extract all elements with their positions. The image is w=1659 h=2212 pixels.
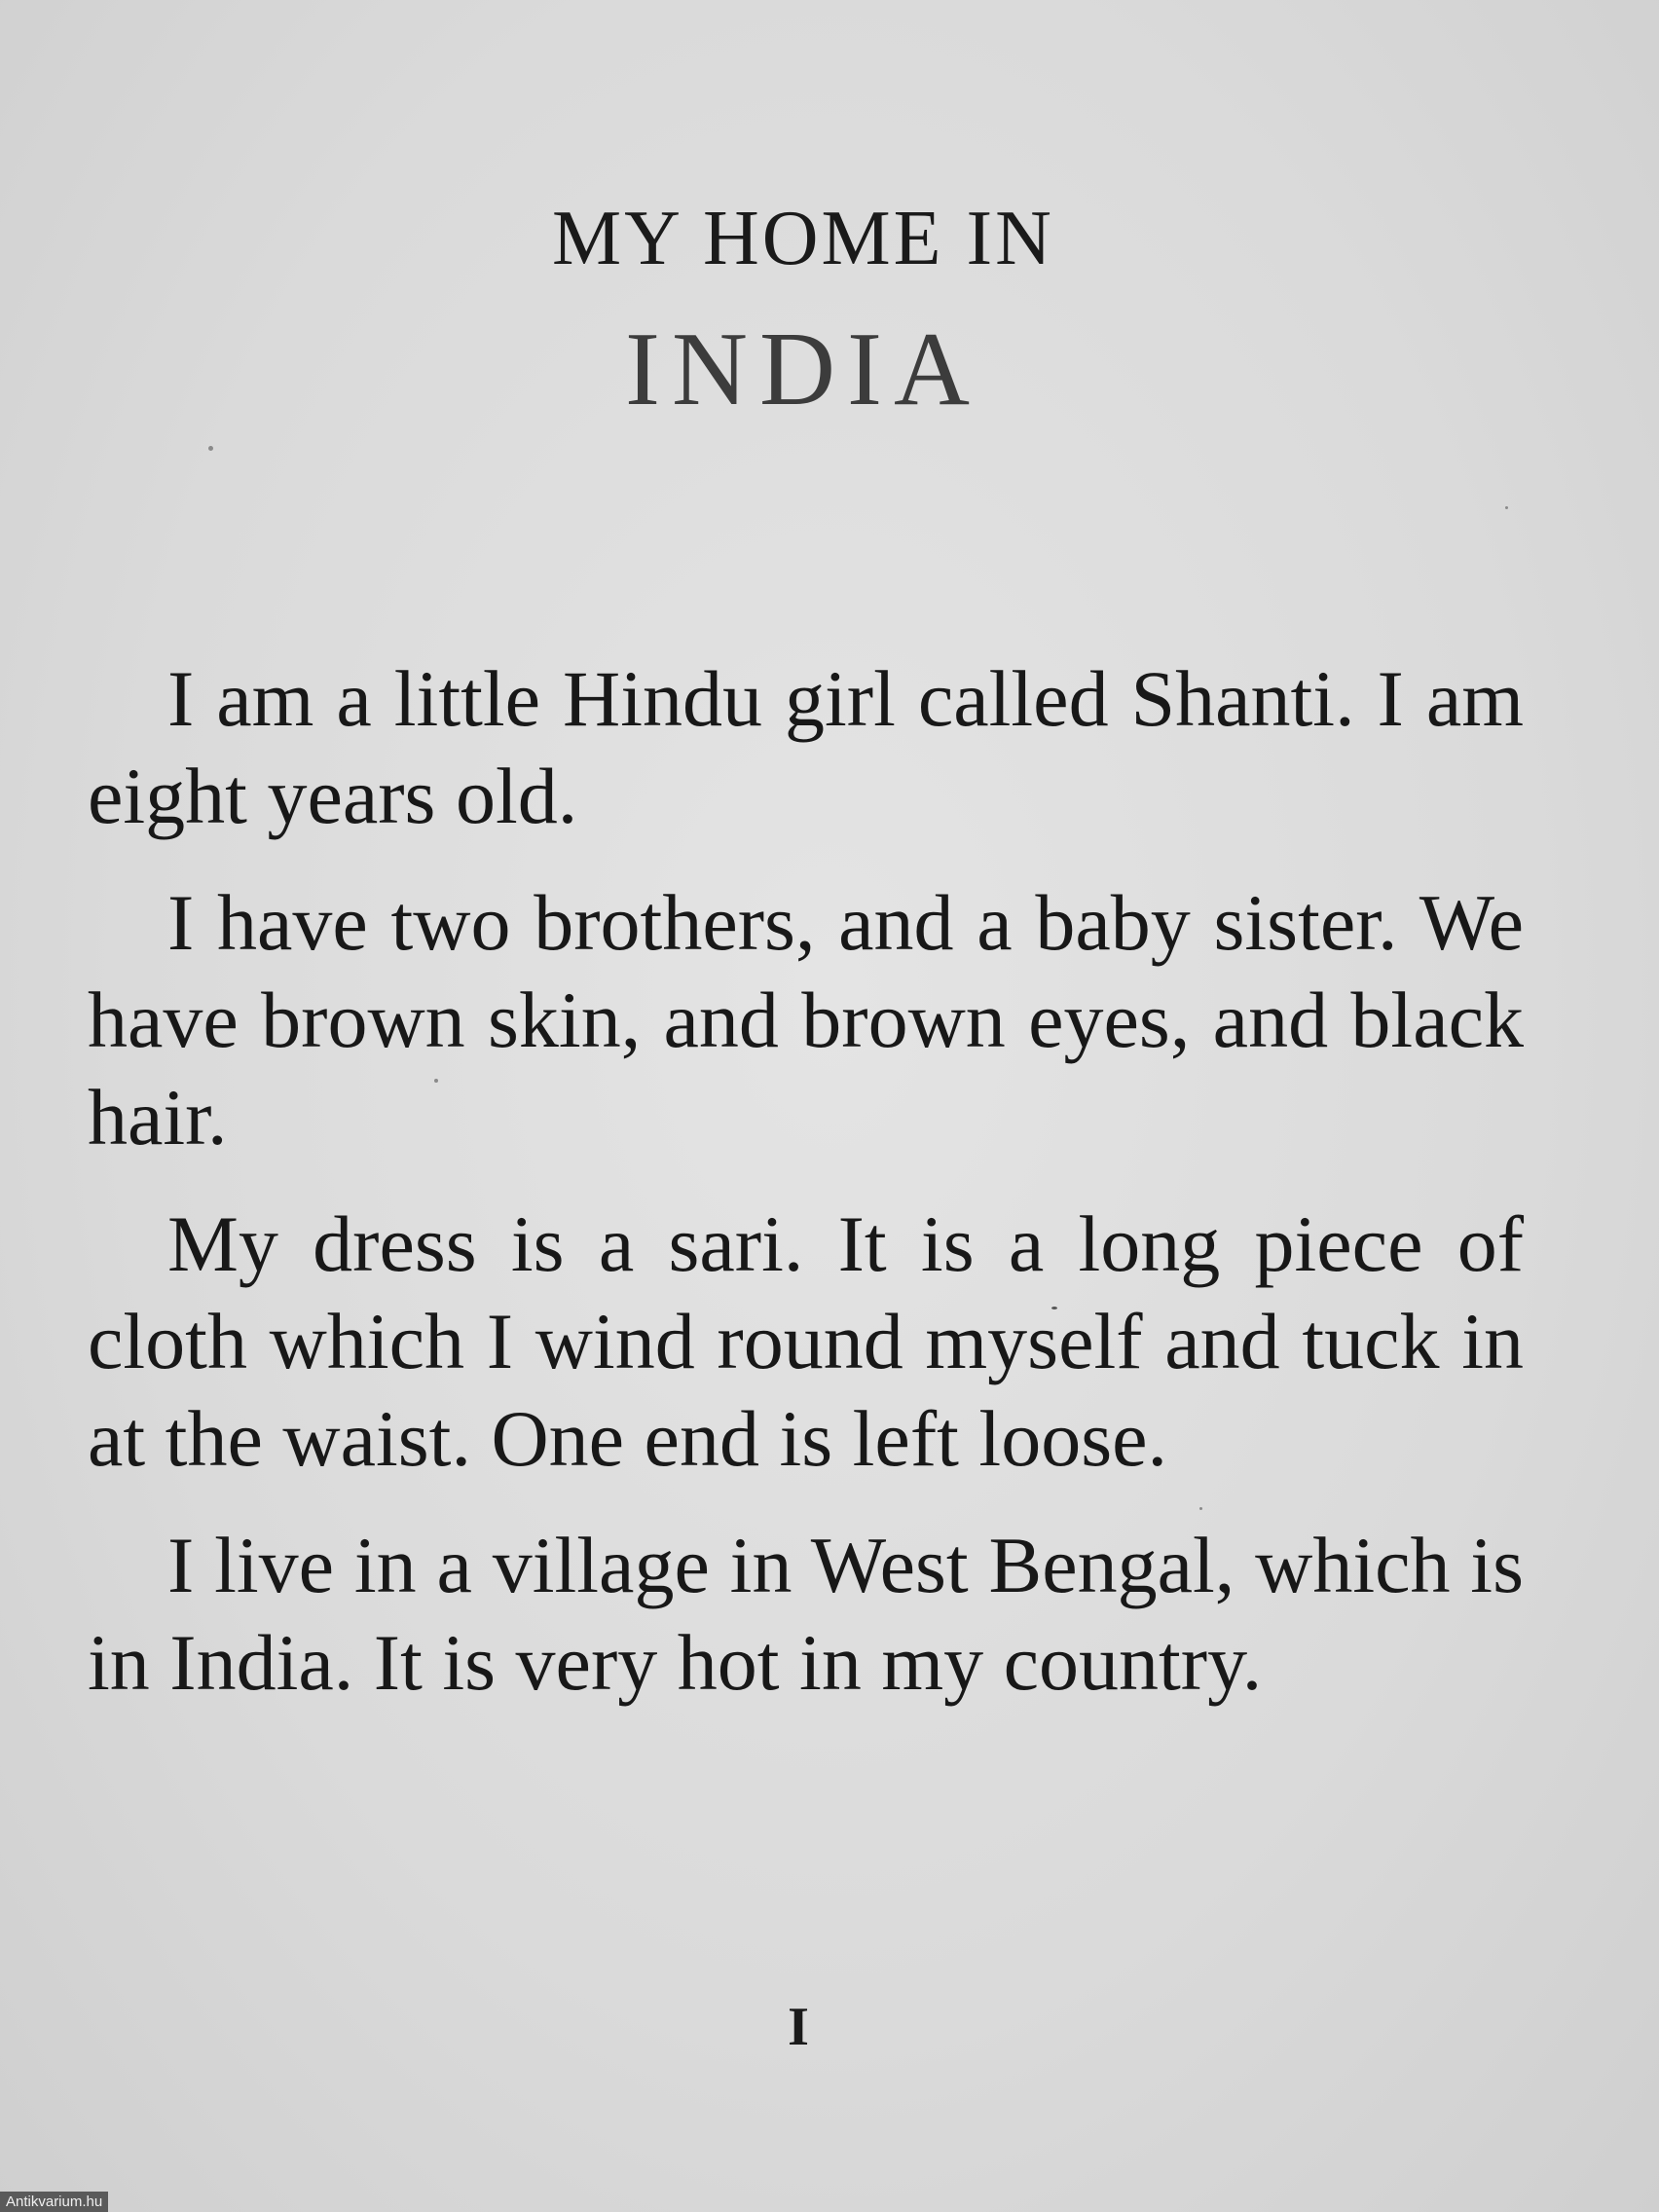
title-line-1: MY HOME IN: [552, 196, 1054, 281]
paragraph: I am a little Hindu girl called Shanti. I am eight years old.: [88, 654, 1524, 840]
paragraph: I live in a village in West Bengal, which is in India. It is very hot in my country.: [88, 1521, 1524, 1707]
paper-speck: [208, 446, 213, 451]
title-line-2: INDIA: [625, 312, 981, 427]
paragraph: My dress is a sari. It is a long piece of cloth which I wind round myself and tuck in at the waist. One end is left loose.: [88, 1199, 1524, 1483]
page-number: I: [788, 1997, 809, 2057]
paper-speck: [1505, 506, 1508, 509]
paragraph: I have two brothers, and a baby sister. We have brown skin, and brown eyes, and black hair.: [88, 878, 1524, 1161]
watermark: Antikvarium.hu: [0, 2192, 108, 2212]
body-text: [88, 650, 1524, 1741]
